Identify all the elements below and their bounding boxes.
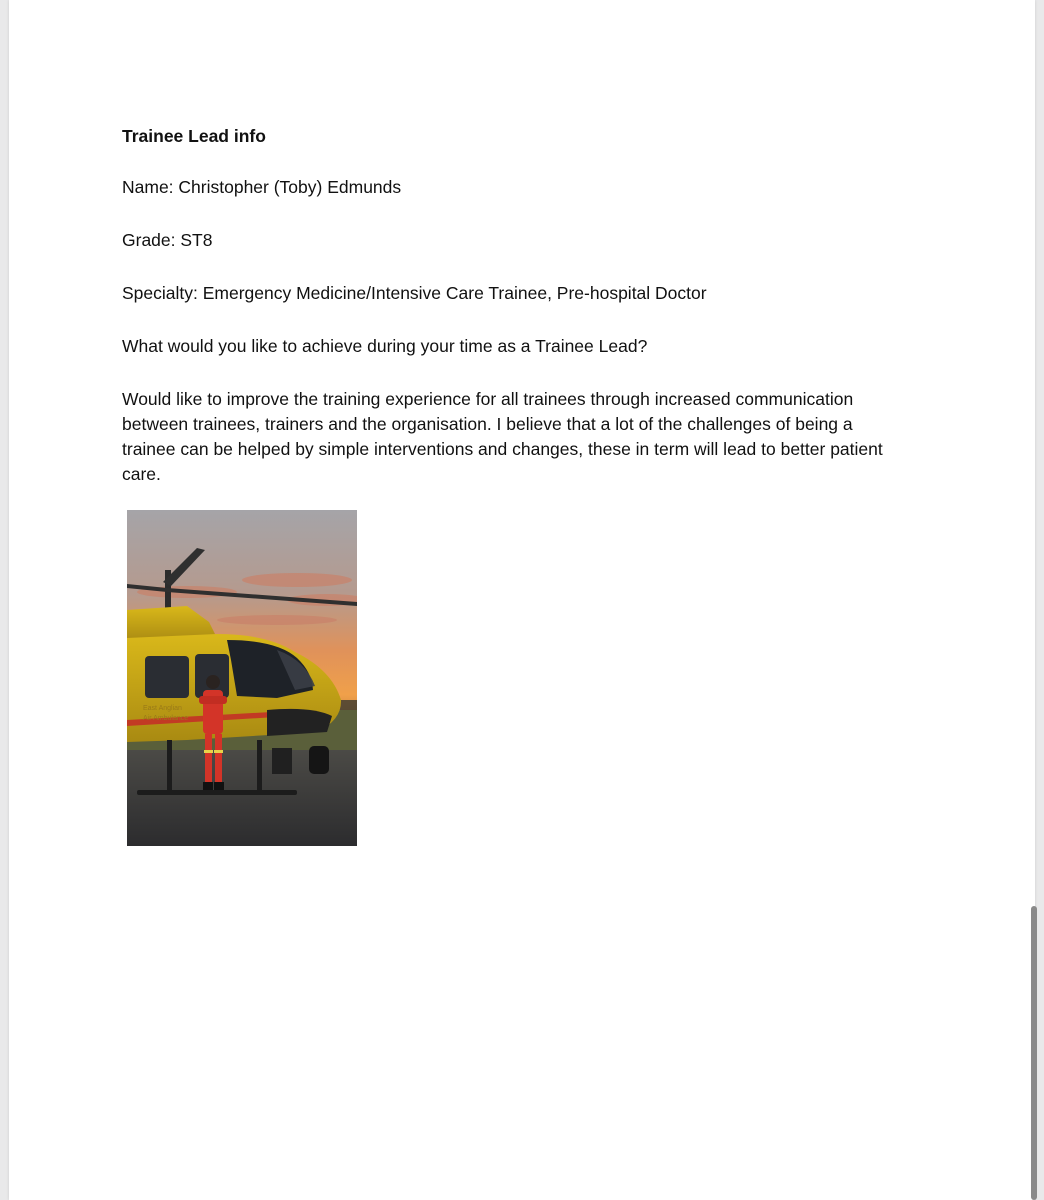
answer-paragraph: Would like to improve the training experience for all trainees through increased communication between trainees, trainers and the organisation. I believe that a lot of the challenges of being a trainee can be helped by simple interventions and changes, these in term will lead to better patient care.	[122, 389, 883, 484]
helicopter-photo	[127, 510, 357, 846]
scrollbar-thumb[interactable]	[1031, 906, 1037, 1200]
livery-text: East Anglian	[143, 705, 182, 712]
section-heading: Trainee Lead info	[122, 126, 266, 146]
document-content	[122, 124, 892, 487]
question-line: What would you like to achieve during your time as a Trainee Lead?	[122, 336, 648, 356]
name-line: Name: Christopher (Toby) Edmunds	[122, 177, 402, 197]
svg-text:Air Ambulance: Air Ambulance	[143, 715, 189, 722]
grade-line: Grade: ST8	[122, 230, 213, 250]
specialty-line: Specialty: Emergency Medicine/Intensive Care Trainee, Pre-hospital Doctor	[122, 283, 707, 303]
